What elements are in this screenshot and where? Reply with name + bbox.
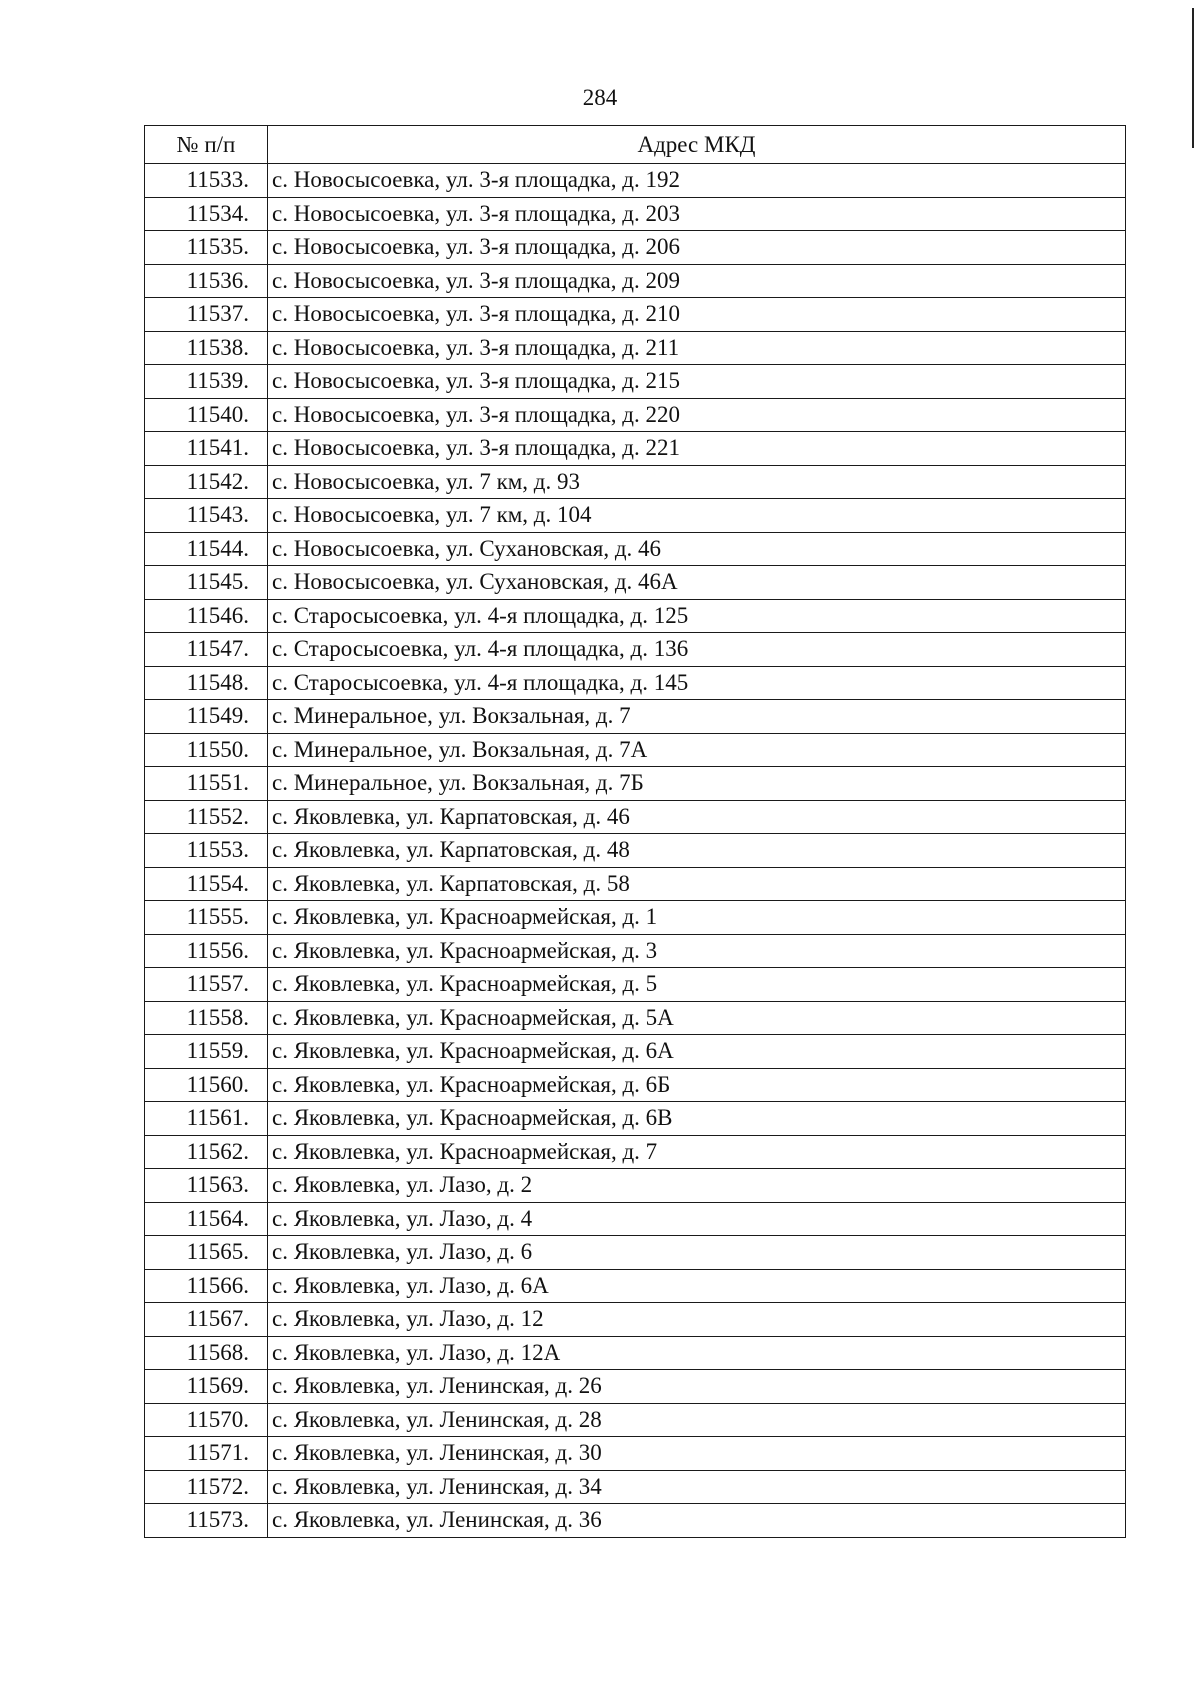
row-number: 11554.: [145, 867, 268, 901]
table-row: [145, 532, 1126, 566]
row-address: с. Яковлевка, ул. Красноармейская, д. 6А: [268, 1035, 1126, 1069]
table-row: [145, 398, 1126, 432]
table-row: [145, 968, 1126, 1002]
row-address: с. Новосысоевка, ул. 3-я площадка, д. 203: [268, 197, 1126, 231]
row-number: 11557.: [145, 968, 268, 1002]
header-num: № п/п: [145, 126, 268, 164]
row-number: 11538.: [145, 331, 268, 365]
row-number: 11567.: [145, 1303, 268, 1337]
row-number: 11564.: [145, 1202, 268, 1236]
table-row: [145, 331, 1126, 365]
row-address: с. Яковлевка, ул. Лазо, д. 12А: [268, 1336, 1126, 1370]
row-number: 11561.: [145, 1102, 268, 1136]
table-row: [145, 566, 1126, 600]
row-address: с. Яковлевка, ул. Лазо, д. 12: [268, 1303, 1126, 1337]
row-address: с. Новосысоевка, ул. Сухановская, д. 46А: [268, 566, 1126, 600]
table-row: [145, 231, 1126, 265]
table-row: [145, 867, 1126, 901]
row-address: с. Минеральное, ул. Вокзальная, д. 7Б: [268, 767, 1126, 801]
table-row: [145, 298, 1126, 332]
table-row: [145, 800, 1126, 834]
row-address: с. Яковлевка, ул. Красноармейская, д. 5: [268, 968, 1126, 1002]
row-address: с. Яковлевка, ул. Лазо, д. 6: [268, 1236, 1126, 1270]
table-row: [145, 700, 1126, 734]
row-address: с. Яковлевка, ул. Ленинская, д. 26: [268, 1370, 1126, 1404]
row-number: 11547.: [145, 633, 268, 667]
table-row: [145, 1035, 1126, 1069]
table-row: [145, 465, 1126, 499]
row-address: с. Новосысоевка, ул. 3-я площадка, д. 221: [268, 432, 1126, 466]
row-number: 11540.: [145, 398, 268, 432]
row-address: с. Яковлевка, ул. Красноармейская, д. 1: [268, 901, 1126, 935]
row-number: 11563.: [145, 1169, 268, 1203]
row-number: 11536.: [145, 264, 268, 298]
table-row: [145, 1202, 1126, 1236]
row-address: с. Новосысоевка, ул. 3-я площадка, д. 210: [268, 298, 1126, 332]
row-address: с. Яковлевка, ул. Ленинская, д. 28: [268, 1403, 1126, 1437]
table-row: [145, 599, 1126, 633]
table-row: [145, 934, 1126, 968]
table-row: [145, 1102, 1126, 1136]
row-number: 11572.: [145, 1470, 268, 1504]
row-address: с. Яковлевка, ул. Карпатовская, д. 46: [268, 800, 1126, 834]
row-number: 11543.: [145, 499, 268, 533]
row-number: 11565.: [145, 1236, 268, 1270]
row-address: с. Новосысоевка, ул. 3-я площадка, д. 220: [268, 398, 1126, 432]
row-address: с. Яковлевка, ул. Лазо, д. 2: [268, 1169, 1126, 1203]
row-number: 11537.: [145, 298, 268, 332]
row-number: 11534.: [145, 197, 268, 231]
row-number: 11553.: [145, 834, 268, 868]
row-address: с. Яковлевка, ул. Карпатовская, д. 48: [268, 834, 1126, 868]
row-number: 11548.: [145, 666, 268, 700]
table-row: [145, 1269, 1126, 1303]
row-address: с. Яковлевка, ул. Ленинская, д. 34: [268, 1470, 1126, 1504]
table-row: [145, 264, 1126, 298]
table-row: [145, 666, 1126, 700]
table-body: [145, 164, 1126, 1538]
row-number: 11552.: [145, 800, 268, 834]
row-address: с. Яковлевка, ул. Лазо, д. 6А: [268, 1269, 1126, 1303]
row-number: 11569.: [145, 1370, 268, 1404]
row-number: 11570.: [145, 1403, 268, 1437]
row-number: 11549.: [145, 700, 268, 734]
table-row: [145, 1504, 1126, 1538]
row-address: с. Новосысоевка, ул. 7 км, д. 104: [268, 499, 1126, 533]
table-row: [145, 499, 1126, 533]
row-address: с. Яковлевка, ул. Красноармейская, д. 6Б: [268, 1068, 1126, 1102]
table-row: [145, 1336, 1126, 1370]
table-row: [145, 767, 1126, 801]
row-address: с. Яковлевка, ул. Ленинская, д. 36: [268, 1504, 1126, 1538]
row-address: с. Яковлевка, ул. Красноармейская, д. 5А: [268, 1001, 1126, 1035]
table-row: [145, 164, 1126, 198]
row-number: 11550.: [145, 733, 268, 767]
row-address: с. Яковлевка, ул. Лазо, д. 4: [268, 1202, 1126, 1236]
table-row: [145, 733, 1126, 767]
row-address: с. Новосысоевка, ул. 3-я площадка, д. 206: [268, 231, 1126, 265]
table-row: [145, 1068, 1126, 1102]
row-address: с. Минеральное, ул. Вокзальная, д. 7: [268, 700, 1126, 734]
row-address: с. Новосысоевка, ул. Сухановская, д. 46: [268, 532, 1126, 566]
table-row: [145, 1236, 1126, 1270]
table-row: [145, 1403, 1126, 1437]
table-header-row: [145, 126, 1126, 164]
table-row: [145, 1135, 1126, 1169]
row-number: 11542.: [145, 465, 268, 499]
table-row: [145, 1169, 1126, 1203]
row-address: с. Яковлевка, ул. Карпатовская, д. 58: [268, 867, 1126, 901]
address-table: [144, 125, 1126, 1538]
row-number: 11573.: [145, 1504, 268, 1538]
row-address: с. Яковлевка, ул. Ленинская, д. 30: [268, 1437, 1126, 1471]
table-row: [145, 432, 1126, 466]
row-number: 11571.: [145, 1437, 268, 1471]
row-address: с. Минеральное, ул. Вокзальная, д. 7А: [268, 733, 1126, 767]
row-address: с. Старосысоевка, ул. 4-я площадка, д. 136: [268, 633, 1126, 667]
table-row: [145, 1303, 1126, 1337]
row-number: 11551.: [145, 767, 268, 801]
row-number: 11559.: [145, 1035, 268, 1069]
row-address: с. Новосысоевка, ул. 3-я площадка, д. 215: [268, 365, 1126, 399]
row-number: 11533.: [145, 164, 268, 198]
page-number: 284: [582, 85, 618, 110]
row-number: 11539.: [145, 365, 268, 399]
table-row: [145, 1470, 1126, 1504]
row-address: с. Старосысоевка, ул. 4-я площадка, д. 125: [268, 599, 1126, 633]
header-address: Адрес МКД: [268, 126, 1126, 164]
row-number: 11566.: [145, 1269, 268, 1303]
row-address: с. Новосысоевка, ул. 3-я площадка, д. 192: [268, 164, 1126, 198]
row-address: с. Старосысоевка, ул. 4-я площадка, д. 145: [268, 666, 1126, 700]
table-row: [145, 365, 1126, 399]
margin-scan-line: [1192, 8, 1194, 148]
row-number: 11535.: [145, 231, 268, 265]
row-address: с. Яковлевка, ул. Красноармейская, д. 3: [268, 934, 1126, 968]
row-address: с. Новосысоевка, ул. 3-я площадка, д. 211: [268, 331, 1126, 365]
row-number: 11541.: [145, 432, 268, 466]
row-address: с. Яковлевка, ул. Красноармейская, д. 7: [268, 1135, 1126, 1169]
row-address: с. Яковлевка, ул. Красноармейская, д. 6В: [268, 1102, 1126, 1136]
row-number: 11545.: [145, 566, 268, 600]
row-number: 11546.: [145, 599, 268, 633]
table-row: [145, 901, 1126, 935]
row-number: 11568.: [145, 1336, 268, 1370]
row-number: 11558.: [145, 1001, 268, 1035]
table-row: [145, 834, 1126, 868]
table-row: [145, 1437, 1126, 1471]
table-row: [145, 1370, 1126, 1404]
row-address: с. Новосысоевка, ул. 7 км, д. 93: [268, 465, 1126, 499]
table-row: [145, 1001, 1126, 1035]
table-row: [145, 633, 1126, 667]
row-number: 11544.: [145, 532, 268, 566]
row-number: 11562.: [145, 1135, 268, 1169]
table-row: [145, 197, 1126, 231]
row-number: 11560.: [145, 1068, 268, 1102]
row-number: 11555.: [145, 901, 268, 935]
row-number: 11556.: [145, 934, 268, 968]
row-address: с. Новосысоевка, ул. 3-я площадка, д. 209: [268, 264, 1126, 298]
